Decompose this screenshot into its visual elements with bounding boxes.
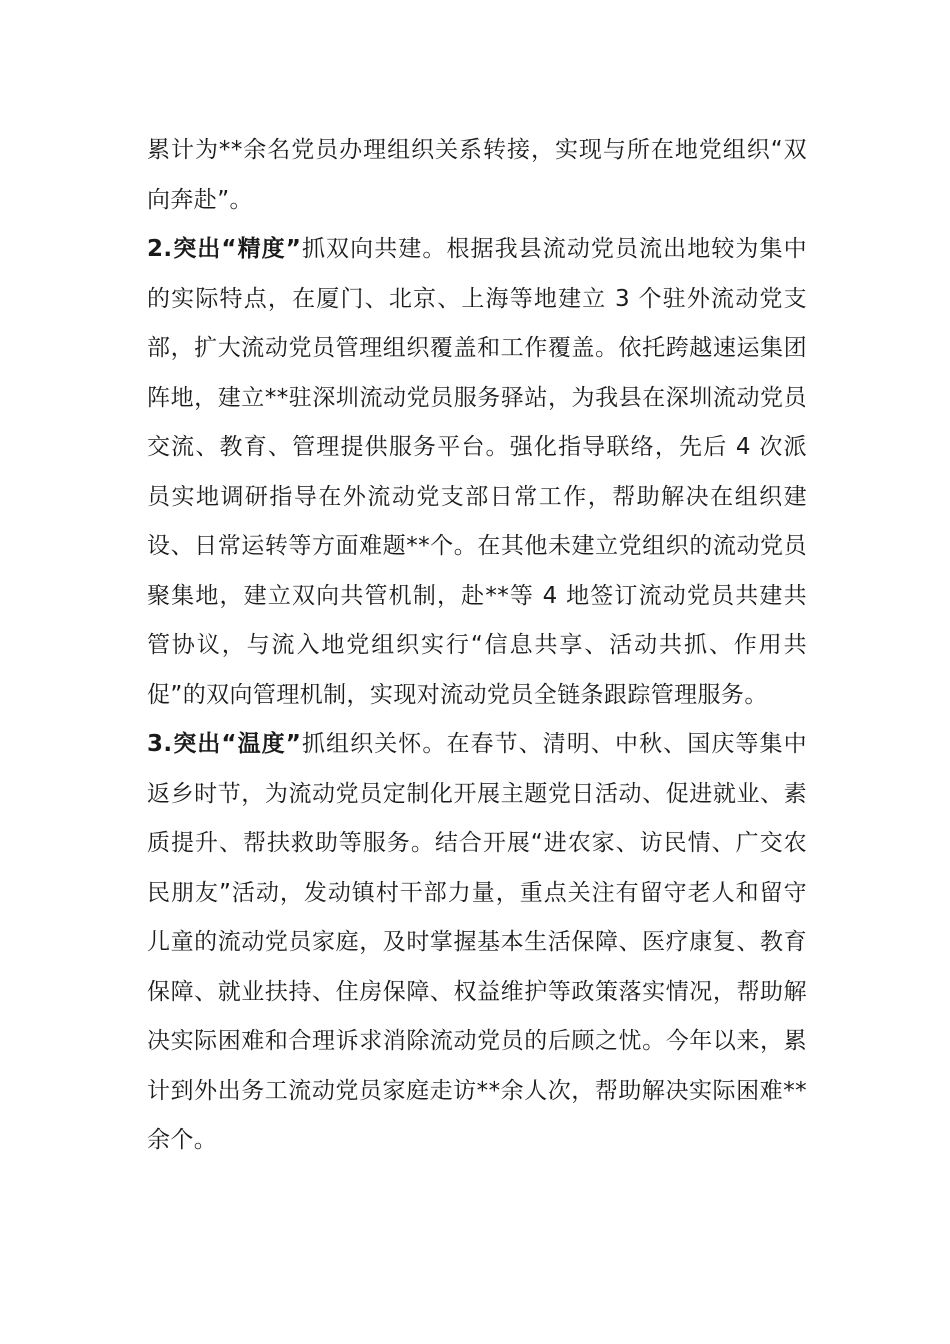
paragraph-warmth bbox=[147, 720, 807, 1166]
paragraph-text: 抓双向共建。根据我县流动党员流出地较为集中的实际特点，在厦门、北京、上海等地建立 3 个驻外流动党支部，扩大流动党员管理组织覆盖和工作覆盖。依托跨越速运集团阵地，建立**驻深圳流动党员服务驿站，为我县在深圳流动党员交流、教育、管理提供服务平台。强化指导联络，先后 4 次派员实地调研指导在外流动党支部日常工作，帮助解决在组织建设、日常运转等方面难题**个。在其他未建立党组织的流动党员聚集地，建立双向共管机制，赴**等 4 地签订流动党员共建共管协议，与流入地党组织实行“信息共享、活动共抓、作用共促”的双向管理机制，实现对流动党员全链条跟踪管理服务。 bbox=[147, 236, 807, 708]
document-body bbox=[147, 126, 807, 1166]
paragraph-text: 累计为**余名党员办理组织关系转接，实现与所在地党组织“双向奔赴”。 bbox=[147, 137, 807, 213]
paragraph-precision bbox=[147, 225, 807, 720]
paragraph-heading: 2.突出“精度” bbox=[147, 236, 302, 262]
paragraph-text: 抓组织关怀。在春节、清明、中秋、国庆等集中返乡时节，为流动党员定制化开展主题党日活动、促进就业、素质提升、帮扶救助等服务。结合开展“进农家、访民情、广交农民朋友”活动，发动镇村干部力量，重点关注有留守老人和留守儿童的流动党员家庭，及时掌握基本生活保障、医疗康复、教育保障、就业扶持、住房保障、权益维护等政策落实情况，帮助解决实际困难和合理诉求消除流动党员的后顾之忧。今年以来，累计到外出务工流动党员家庭走访**余人次，帮助解决实际困难**余个。 bbox=[147, 731, 807, 1153]
paragraph-continuation bbox=[147, 126, 807, 225]
paragraph-heading: 3.突出“温度” bbox=[147, 731, 302, 757]
